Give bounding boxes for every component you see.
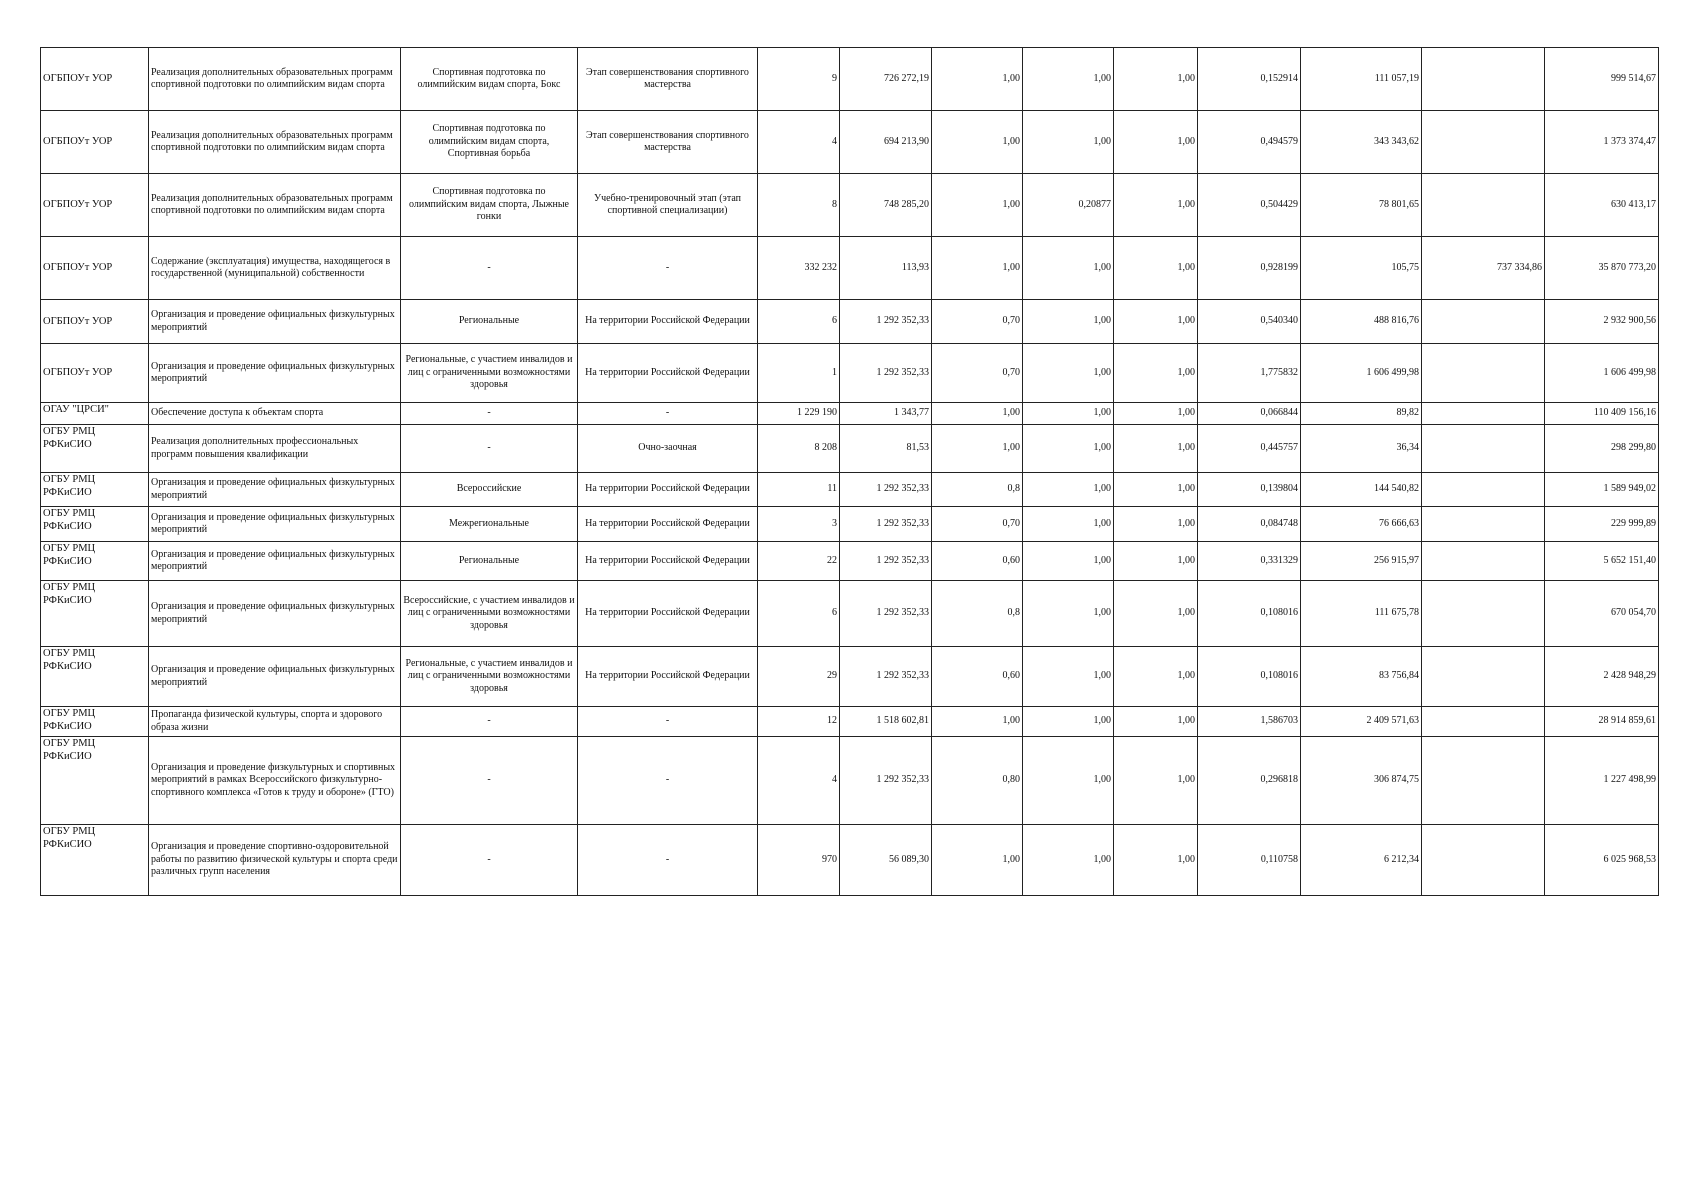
coefficient-2-cell: 1,00	[1023, 425, 1114, 473]
total-cell: 999 514,67	[1545, 48, 1659, 111]
coefficient-2-cell: 1,00	[1023, 111, 1114, 174]
condition-cell: На территории Российской Федерации	[578, 300, 758, 344]
service-cell: Организация и проведение официальных физкультурных мероприятий	[149, 581, 401, 647]
category-cell: Всероссийские	[401, 473, 578, 507]
ratio-cell: 0,110758	[1198, 825, 1301, 896]
org-cell: ОГБПОУт УОР	[41, 344, 149, 403]
amount-cell: 111 675,78	[1301, 581, 1422, 647]
service-cell: Пропаганда физической культуры, спорта и здорового образа жизни	[149, 707, 401, 737]
ratio-cell: 1,586703	[1198, 707, 1301, 737]
coefficient-3-cell: 1,00	[1114, 425, 1198, 473]
category-cell: -	[401, 707, 578, 737]
base-cost-cell: 1 292 352,33	[840, 473, 932, 507]
base-cost-cell: 1 292 352,33	[840, 647, 932, 707]
coefficient-2-cell: 1,00	[1023, 707, 1114, 737]
coefficient-3-cell: 1,00	[1114, 48, 1198, 111]
total-cell: 110 409 156,16	[1545, 403, 1659, 425]
total-cell: 229 999,89	[1545, 507, 1659, 542]
coefficient-2-cell: 1,00	[1023, 300, 1114, 344]
extra-cell	[1422, 581, 1545, 647]
quantity-cell: 4	[758, 111, 840, 174]
quantity-cell: 6	[758, 300, 840, 344]
table-row	[41, 707, 1659, 737]
extra-cell	[1422, 507, 1545, 542]
coefficient-1-cell: 1,00	[932, 403, 1023, 425]
coefficient-3-cell: 1,00	[1114, 344, 1198, 403]
category-cell: Региональные	[401, 542, 578, 581]
quantity-cell: 1	[758, 344, 840, 403]
condition-cell: Этап совершенствования спортивного мастерства	[578, 111, 758, 174]
service-cell: Организация и проведение официальных физкультурных мероприятий	[149, 344, 401, 403]
service-cell: Реализация дополнительных образовательных программ спортивной подготовки по олимпийским видам спорта	[149, 48, 401, 111]
extra-cell	[1422, 542, 1545, 581]
ratio-cell: 0,504429	[1198, 174, 1301, 237]
coefficient-1-cell: 0,70	[932, 300, 1023, 344]
org-cell: ОГБУ РМЦ РФКиСИО	[41, 737, 149, 825]
table-body	[41, 48, 1659, 896]
base-cost-cell: 113,93	[840, 237, 932, 300]
extra-cell: 737 334,86	[1422, 237, 1545, 300]
org-cell: ОГАУ "ЦРСИ"	[41, 403, 149, 425]
coefficient-3-cell: 1,00	[1114, 237, 1198, 300]
condition-cell: Учебно-тренировочный этап (этап спортивной специализации)	[578, 174, 758, 237]
table-row	[41, 174, 1659, 237]
org-cell: ОГБУ РМЦ РФКиСИО	[41, 425, 149, 473]
table-row	[41, 581, 1659, 647]
category-cell: Межрегиональные	[401, 507, 578, 542]
total-cell: 1 227 498,99	[1545, 737, 1659, 825]
condition-cell: На территории Российской Федерации	[578, 344, 758, 403]
category-cell: -	[401, 737, 578, 825]
coefficient-1-cell: 0,70	[932, 344, 1023, 403]
extra-cell	[1422, 300, 1545, 344]
amount-cell: 2 409 571,63	[1301, 707, 1422, 737]
table-row	[41, 647, 1659, 707]
ratio-cell: 0,108016	[1198, 647, 1301, 707]
extra-cell	[1422, 403, 1545, 425]
coefficient-1-cell: 1,00	[932, 825, 1023, 896]
table-row	[41, 403, 1659, 425]
coefficient-2-cell: 1,00	[1023, 825, 1114, 896]
total-cell: 1 373 374,47	[1545, 111, 1659, 174]
condition-cell: -	[578, 707, 758, 737]
total-cell: 298 299,80	[1545, 425, 1659, 473]
table-row	[41, 48, 1659, 111]
service-cell: Реализация дополнительных профессиональных программ повышения квалификации	[149, 425, 401, 473]
org-cell: ОГБУ РМЦ РФКиСИО	[41, 542, 149, 581]
coefficient-2-cell: 1,00	[1023, 48, 1114, 111]
service-cell: Организация и проведение официальных физкультурных мероприятий	[149, 647, 401, 707]
ratio-cell: 0,445757	[1198, 425, 1301, 473]
amount-cell: 306 874,75	[1301, 737, 1422, 825]
service-cell: Реализация дополнительных образовательных программ спортивной подготовки по олимпийским видам спорта	[149, 111, 401, 174]
amount-cell: 1 606 499,98	[1301, 344, 1422, 403]
quantity-cell: 4	[758, 737, 840, 825]
coefficient-1-cell: 0,80	[932, 737, 1023, 825]
coefficient-3-cell: 1,00	[1114, 707, 1198, 737]
total-cell: 28 914 859,61	[1545, 707, 1659, 737]
service-cell: Обеспечение доступа к объектам спорта	[149, 403, 401, 425]
coefficient-3-cell: 1,00	[1114, 737, 1198, 825]
table-row	[41, 825, 1659, 896]
amount-cell: 144 540,82	[1301, 473, 1422, 507]
coefficient-3-cell: 1,00	[1114, 174, 1198, 237]
condition-cell: На территории Российской Федерации	[578, 647, 758, 707]
category-cell: Спортивная подготовка по олимпийским видам спорта, Спортивная борьба	[401, 111, 578, 174]
coefficient-1-cell: 1,00	[932, 707, 1023, 737]
quantity-cell: 9	[758, 48, 840, 111]
table-row	[41, 425, 1659, 473]
total-cell: 670 054,70	[1545, 581, 1659, 647]
base-cost-cell: 726 272,19	[840, 48, 932, 111]
coefficient-2-cell: 1,00	[1023, 647, 1114, 707]
condition-cell: -	[578, 825, 758, 896]
coefficient-3-cell: 1,00	[1114, 507, 1198, 542]
service-cell: Организация и проведение официальных физкультурных мероприятий	[149, 473, 401, 507]
org-cell: ОГБУ РМЦ РФКиСИО	[41, 473, 149, 507]
org-cell: ОГБУ РМЦ РФКиСИО	[41, 507, 149, 542]
quantity-cell: 11	[758, 473, 840, 507]
base-cost-cell: 1 292 352,33	[840, 581, 932, 647]
total-cell: 6 025 968,53	[1545, 825, 1659, 896]
extra-cell	[1422, 344, 1545, 403]
category-cell: -	[401, 237, 578, 300]
quantity-cell: 970	[758, 825, 840, 896]
amount-cell: 343 343,62	[1301, 111, 1422, 174]
amount-cell: 83 756,84	[1301, 647, 1422, 707]
condition-cell: На территории Российской Федерации	[578, 473, 758, 507]
base-cost-cell: 1 343,77	[840, 403, 932, 425]
coefficient-3-cell: 1,00	[1114, 542, 1198, 581]
ratio-cell: 0,152914	[1198, 48, 1301, 111]
coefficient-2-cell: 1,00	[1023, 403, 1114, 425]
org-cell: ОГБПОУт УОР	[41, 237, 149, 300]
total-cell: 5 652 151,40	[1545, 542, 1659, 581]
condition-cell: Очно-заочная	[578, 425, 758, 473]
org-cell: ОГБУ РМЦ РФКиСИО	[41, 707, 149, 737]
ratio-cell: 0,331329	[1198, 542, 1301, 581]
service-cell: Реализация дополнительных образовательных программ спортивной подготовки по олимпийским видам спорта	[149, 174, 401, 237]
amount-cell: 36,34	[1301, 425, 1422, 473]
amount-cell: 256 915,97	[1301, 542, 1422, 581]
quantity-cell: 29	[758, 647, 840, 707]
coefficient-1-cell: 1,00	[932, 48, 1023, 111]
coefficient-2-cell: 1,00	[1023, 507, 1114, 542]
ratio-cell: 0,540340	[1198, 300, 1301, 344]
coefficient-1-cell: 1,00	[932, 111, 1023, 174]
base-cost-cell: 694 213,90	[840, 111, 932, 174]
coefficient-1-cell: 1,00	[932, 174, 1023, 237]
extra-cell	[1422, 48, 1545, 111]
coefficient-3-cell: 1,00	[1114, 647, 1198, 707]
amount-cell: 111 057,19	[1301, 48, 1422, 111]
ratio-cell: 0,139804	[1198, 473, 1301, 507]
table-row	[41, 237, 1659, 300]
extra-cell	[1422, 737, 1545, 825]
ratio-cell: 0,108016	[1198, 581, 1301, 647]
ratio-cell: 0,084748	[1198, 507, 1301, 542]
condition-cell: На территории Российской Федерации	[578, 581, 758, 647]
amount-cell: 78 801,65	[1301, 174, 1422, 237]
coefficient-3-cell: 1,00	[1114, 111, 1198, 174]
org-cell: ОГБПОУт УОР	[41, 48, 149, 111]
table-row	[41, 507, 1659, 542]
service-cell: Организация и проведение спортивно-оздоровительной работы по развитию физической культуры и спорта среди различных групп населения	[149, 825, 401, 896]
extra-cell	[1422, 473, 1545, 507]
quantity-cell: 22	[758, 542, 840, 581]
category-cell: -	[401, 403, 578, 425]
coefficient-1-cell: 0,70	[932, 507, 1023, 542]
service-cell: Организация и проведение официальных физкультурных мероприятий	[149, 507, 401, 542]
service-cell: Организация и проведение официальных физкультурных мероприятий	[149, 542, 401, 581]
service-cell: Организация и проведение физкультурных и спортивных мероприятий в рамках Всероссийского физкультурно-спортивного комплекса «Готов к труду и обороне» (ГТО)	[149, 737, 401, 825]
coefficient-2-cell: 1,00	[1023, 581, 1114, 647]
coefficient-2-cell: 1,00	[1023, 473, 1114, 507]
coefficient-3-cell: 1,00	[1114, 300, 1198, 344]
condition-cell: На территории Российской Федерации	[578, 542, 758, 581]
condition-cell: -	[578, 237, 758, 300]
category-cell: Спортивная подготовка по олимпийским видам спорта, Бокс	[401, 48, 578, 111]
extra-cell	[1422, 647, 1545, 707]
table-row	[41, 111, 1659, 174]
extra-cell	[1422, 111, 1545, 174]
coefficient-1-cell: 1,00	[932, 237, 1023, 300]
ratio-cell: 0,928199	[1198, 237, 1301, 300]
category-cell: Всероссийские, с участием инвалидов и лиц с ограниченными возможностями здоровья	[401, 581, 578, 647]
quantity-cell: 3	[758, 507, 840, 542]
extra-cell	[1422, 825, 1545, 896]
total-cell: 1 589 949,02	[1545, 473, 1659, 507]
coefficient-2-cell: 1,00	[1023, 344, 1114, 403]
category-cell: Спортивная подготовка по олимпийским видам спорта, Лыжные гонки	[401, 174, 578, 237]
coefficient-3-cell: 1,00	[1114, 403, 1198, 425]
table-row	[41, 473, 1659, 507]
base-cost-cell: 81,53	[840, 425, 932, 473]
total-cell: 2 428 948,29	[1545, 647, 1659, 707]
ratio-cell: 0,296818	[1198, 737, 1301, 825]
table-row	[41, 344, 1659, 403]
table-row	[41, 300, 1659, 344]
coefficient-2-cell: 1,00	[1023, 237, 1114, 300]
base-cost-cell: 1 518 602,81	[840, 707, 932, 737]
extra-cell	[1422, 425, 1545, 473]
total-cell: 1 606 499,98	[1545, 344, 1659, 403]
total-cell: 630 413,17	[1545, 174, 1659, 237]
coefficient-3-cell: 1,00	[1114, 473, 1198, 507]
category-cell: -	[401, 825, 578, 896]
coefficient-2-cell: 1,00	[1023, 737, 1114, 825]
ratio-cell: 0,494579	[1198, 111, 1301, 174]
coefficient-1-cell: 0,60	[932, 542, 1023, 581]
coefficient-1-cell: 0,60	[932, 647, 1023, 707]
base-cost-cell: 1 292 352,33	[840, 344, 932, 403]
base-cost-cell: 1 292 352,33	[840, 542, 932, 581]
coefficient-3-cell: 1,00	[1114, 825, 1198, 896]
coefficient-1-cell: 1,00	[932, 425, 1023, 473]
org-cell: ОГБУ РМЦ РФКиСИО	[41, 647, 149, 707]
org-cell: ОГБПОУт УОР	[41, 300, 149, 344]
quantity-cell: 8 208	[758, 425, 840, 473]
base-cost-cell: 748 285,20	[840, 174, 932, 237]
coefficient-1-cell: 0,8	[932, 581, 1023, 647]
org-cell: ОГБУ РМЦ РФКиСИО	[41, 581, 149, 647]
coefficient-3-cell: 1,00	[1114, 581, 1198, 647]
base-cost-cell: 1 292 352,33	[840, 300, 932, 344]
service-cell: Организация и проведение официальных физкультурных мероприятий	[149, 300, 401, 344]
amount-cell: 76 666,63	[1301, 507, 1422, 542]
coefficient-2-cell: 0,20877	[1023, 174, 1114, 237]
category-cell: Региональные, с участием инвалидов и лиц с ограниченными возможностями здоровья	[401, 344, 578, 403]
org-cell: ОГБПОУт УОР	[41, 174, 149, 237]
total-cell: 35 870 773,20	[1545, 237, 1659, 300]
base-cost-cell: 56 089,30	[840, 825, 932, 896]
quantity-cell: 6	[758, 581, 840, 647]
condition-cell: -	[578, 737, 758, 825]
quantity-cell: 1 229 190	[758, 403, 840, 425]
condition-cell: Этап совершенствования спортивного мастерства	[578, 48, 758, 111]
extra-cell	[1422, 174, 1545, 237]
base-cost-cell: 1 292 352,33	[840, 507, 932, 542]
org-cell: ОГБУ РМЦ РФКиСИО	[41, 825, 149, 896]
extra-cell	[1422, 707, 1545, 737]
coefficient-1-cell: 0,8	[932, 473, 1023, 507]
quantity-cell: 8	[758, 174, 840, 237]
quantity-cell: 12	[758, 707, 840, 737]
amount-cell: 105,75	[1301, 237, 1422, 300]
condition-cell: На территории Российской Федерации	[578, 507, 758, 542]
table-row	[41, 737, 1659, 825]
amount-cell: 6 212,34	[1301, 825, 1422, 896]
quantity-cell: 332 232	[758, 237, 840, 300]
base-cost-cell: 1 292 352,33	[840, 737, 932, 825]
total-cell: 2 932 900,56	[1545, 300, 1659, 344]
org-cell: ОГБПОУт УОР	[41, 111, 149, 174]
condition-cell: -	[578, 403, 758, 425]
table-row	[41, 542, 1659, 581]
amount-cell: 488 816,76	[1301, 300, 1422, 344]
service-cell: Содержание (эксплуатация) имущества, находящегося в государственной (муниципальной) собственности	[149, 237, 401, 300]
category-cell: -	[401, 425, 578, 473]
ratio-cell: 0,066844	[1198, 403, 1301, 425]
category-cell: Региональные, с участием инвалидов и лиц с ограниченными возможностями здоровья	[401, 647, 578, 707]
coefficient-2-cell: 1,00	[1023, 542, 1114, 581]
cost-table	[40, 47, 1659, 896]
ratio-cell: 1,775832	[1198, 344, 1301, 403]
amount-cell: 89,82	[1301, 403, 1422, 425]
category-cell: Региональные	[401, 300, 578, 344]
